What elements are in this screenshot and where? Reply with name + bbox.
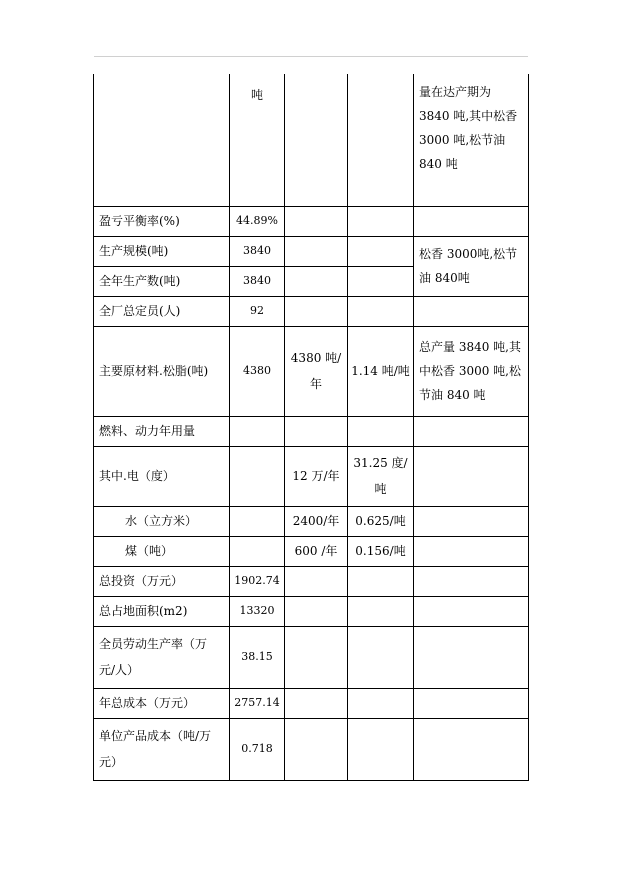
note-cell: [414, 296, 529, 326]
table-row: [94, 626, 529, 688]
item-line: 全员劳动生产率（万: [99, 637, 208, 651]
unit-consumption-cell: [348, 566, 414, 596]
note-line: 中松香 3000 吨,松: [419, 364, 521, 378]
note-cell: [414, 536, 529, 566]
total-cell: 600 /年: [285, 536, 348, 566]
total-cell: [285, 688, 348, 718]
unit-consumption-cell: [348, 296, 414, 326]
note-line: 840 吨: [419, 157, 458, 171]
note-line: 松香 3000吨,松节: [419, 247, 518, 261]
value-cell: [230, 416, 285, 446]
item-line: 元）: [99, 755, 124, 769]
table-row: [94, 718, 529, 780]
total-cell: [285, 626, 348, 688]
item-cell: 总占地面积(m2): [94, 596, 230, 626]
item-cell: 总投资（万元）: [94, 566, 230, 596]
value-cell: 3840: [230, 236, 285, 266]
unit-consumption-cell: 0.625/吨: [348, 506, 414, 536]
unit-consumption-cell: [348, 626, 414, 688]
unit-consumption-cell: [348, 596, 414, 626]
total-line: 4380 吨/: [290, 351, 342, 365]
table-row: [94, 506, 529, 536]
total-cell: [285, 266, 348, 296]
item-cell: 年总成本（万元）: [94, 688, 230, 718]
total-cell: 2400/年: [285, 506, 348, 536]
item-cell: 其中.电（度）: [94, 446, 230, 506]
unit-consumption-cell: [348, 718, 414, 780]
item-line: 元/人）: [99, 663, 140, 677]
table-row: [94, 596, 529, 626]
table-row: [94, 236, 529, 266]
note-cell: [414, 596, 529, 626]
note-line: 3000 吨,松节油: [419, 133, 506, 147]
total-cell: [285, 566, 348, 596]
item-cell: 水（立方米）: [94, 506, 230, 536]
value-cell: 1902.74: [230, 566, 285, 596]
unit-consumption-cell: [348, 206, 414, 236]
table-row: [94, 688, 529, 718]
unit-consumption-cell: [348, 446, 414, 506]
note-cell: [414, 566, 529, 596]
item-line: 单位产品成本（吨/万: [99, 729, 212, 743]
value-cell: 2757.14: [230, 688, 285, 718]
note-cell: [414, 718, 529, 780]
table-row: [94, 326, 529, 416]
total-cell: [285, 296, 348, 326]
item-cell: 全厂总定员(人): [94, 296, 230, 326]
note-cell: [414, 688, 529, 718]
item-cell: 生产规模(吨): [94, 236, 230, 266]
table-row: [94, 446, 529, 506]
unit-line: 31.25 度/: [353, 456, 408, 470]
note-line: 节油 840 吨: [419, 388, 486, 402]
total-cell: [285, 416, 348, 446]
table-row: [94, 74, 529, 206]
total-cell: 12 万/年: [285, 446, 348, 506]
note-line: 量在达产期为: [419, 85, 492, 99]
value-cell: [230, 446, 285, 506]
header-rule: [94, 56, 528, 57]
table-row: [94, 536, 529, 566]
unit-consumption-cell: [348, 688, 414, 718]
item-cell: [94, 626, 230, 688]
note-cell: [414, 446, 529, 506]
value-cell: 3840: [230, 266, 285, 296]
value-cell: 0.718: [230, 718, 285, 780]
table-row: [94, 566, 529, 596]
note-line: 3840 吨,其中松香: [419, 109, 518, 123]
total-line: 年: [309, 377, 322, 391]
value-cell: 13320: [230, 596, 285, 626]
item-cell: 全年生产数(吨): [94, 266, 230, 296]
note-cell: [414, 206, 529, 236]
item-cell: 盈亏平衡率(%): [94, 206, 230, 236]
value-cell: 92: [230, 296, 285, 326]
value-cell: [230, 536, 285, 566]
note-cell: [414, 74, 529, 206]
item-cell: [94, 718, 230, 780]
note-cell: [414, 626, 529, 688]
unit-consumption-cell: [348, 74, 414, 206]
table-row: [94, 416, 529, 446]
unit-line: 吨: [374, 482, 387, 496]
note-line: 油 840吨: [419, 271, 470, 285]
total-cell: [285, 74, 348, 206]
total-cell: [285, 596, 348, 626]
project-indicator-table: [93, 74, 529, 781]
value-cell: 吨: [230, 74, 285, 206]
table-row: [94, 296, 529, 326]
table-row: [94, 206, 529, 236]
unit-consumption-cell: [348, 416, 414, 446]
item-cell: [94, 74, 230, 206]
value-cell: 38.15: [230, 626, 285, 688]
note-cell: [414, 416, 529, 446]
item-cell: 燃料、动力年用量: [94, 416, 230, 446]
total-cell: [285, 206, 348, 236]
note-cell: [414, 506, 529, 536]
note-cell: [414, 326, 529, 416]
unit-consumption-cell: 0.156/吨: [348, 536, 414, 566]
note-cell: [414, 236, 529, 296]
item-cell: 主要原材料.松脂(吨): [94, 326, 230, 416]
unit-consumption-cell: [348, 266, 414, 296]
item-cell: 煤（吨）: [94, 536, 230, 566]
unit-consumption-cell: 1.14 吨/吨: [348, 326, 414, 416]
note-line: 总产量 3840 吨,其: [419, 340, 521, 354]
total-cell: [285, 718, 348, 780]
value-cell: [230, 506, 285, 536]
unit-consumption-cell: [348, 236, 414, 266]
value-cell: 44.89%: [230, 206, 285, 236]
value-cell: 4380: [230, 326, 285, 416]
total-cell: [285, 236, 348, 266]
total-cell: [285, 326, 348, 416]
